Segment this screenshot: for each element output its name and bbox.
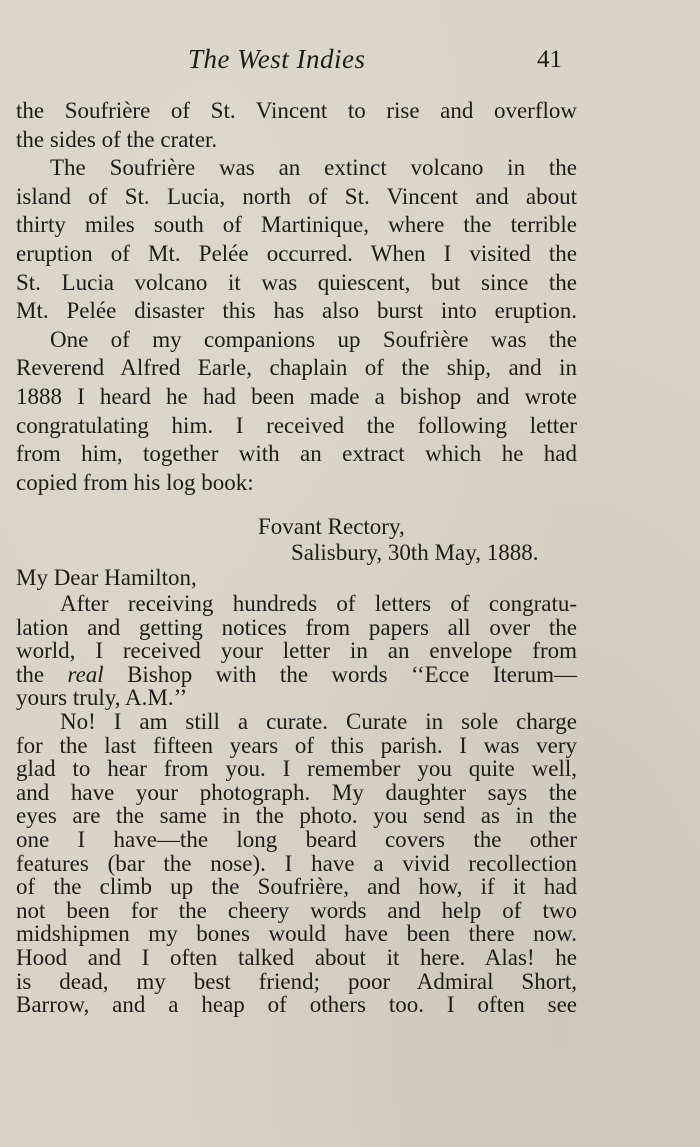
body-line: Reverend Alfred Earle, chaplain of the ship, and in — [16, 355, 577, 381]
letter-line: After receiving hundreds of letters of congratu- — [60, 591, 577, 616]
letter-line: world, I received your letter in an envelope from — [16, 638, 577, 664]
body-line: the sides of the crater. — [16, 126, 218, 152]
body-line: eruption of Mt. Pelée occurred. When I visited the — [16, 240, 577, 266]
letter-line: No! I am still a curate. Curate in sole charge — [60, 708, 577, 734]
body-line: thirty miles south of Martinique, where the terrible — [16, 212, 577, 238]
letter-line: Hood and I often talked about it here. Alas! he — [16, 944, 577, 970]
running-title: The West Indies — [188, 44, 366, 74]
letter-line: is dead, my best friend; poor Admiral Short, — [16, 968, 577, 994]
letter-salutation: My Dear Hamilton, — [16, 565, 197, 590]
letter-line: lation and getting notices from papers all over the — [16, 614, 577, 640]
letter-line: not been for the cheery words and help of two — [16, 897, 577, 923]
letter-line: one I have—the long beard covers the other — [16, 826, 577, 852]
letter-line: of the climb up the Soufrière, and how, if it had — [16, 874, 577, 900]
letter-line-end: Bishop with the words ‘‘Ecce Iterum— — [103, 661, 578, 687]
letter-line: for the last fifteen years of this parish. I was very — [16, 732, 577, 758]
body-line: The Soufrière was an extinct volcano in the — [50, 155, 577, 181]
body-line: congratulating him. I received the following letter — [16, 412, 577, 438]
body-text — [16, 97, 577, 497]
body-line: Mt. Pelée disaster this has also burst into eruption. — [16, 298, 577, 324]
letter-line: yours truly, A.M.’’ — [16, 685, 188, 711]
body-line: island of St. Lucia, north of St. Vincent and about — [16, 183, 577, 209]
body-line: copied from his log book: — [16, 469, 254, 495]
letter-address-line: Fovant Rectory, — [258, 514, 405, 539]
page-number: 41 — [537, 46, 562, 73]
body-line: from him, together with an extract which he had — [16, 441, 577, 467]
letter-line: and have your photograph. My daughter says the — [16, 779, 577, 805]
letter-line: Barrow, and a heap of others too. I often see — [16, 992, 577, 1018]
letter-line: glad to hear from you. I remember you quite well, — [16, 756, 577, 782]
body-line: One of my companions up Soufrière was the — [50, 326, 577, 352]
letter-line-start: the — [16, 661, 68, 687]
letter-line: eyes are the same in the photo. you send as in the — [16, 803, 577, 829]
letter-line — [16, 663, 577, 687]
italic-word: real — [67, 661, 104, 687]
letter-address-line: Salisbury, 30th May, 1888. — [291, 540, 539, 565]
body-line: St. Lucia volcano it was quiescent, but since the — [16, 269, 577, 295]
page-header — [0, 44, 700, 82]
letter-line: features (bar the nose). I have a vivid recollection — [16, 850, 577, 876]
letter-body — [16, 592, 577, 1017]
letter-line: midshipmen my bones would have been there now. — [16, 921, 577, 947]
body-line: the Soufrière of St. Vincent to rise and overflow — [16, 98, 577, 123]
body-line: 1888 I heard he had been made a bishop and wrote — [16, 383, 577, 409]
